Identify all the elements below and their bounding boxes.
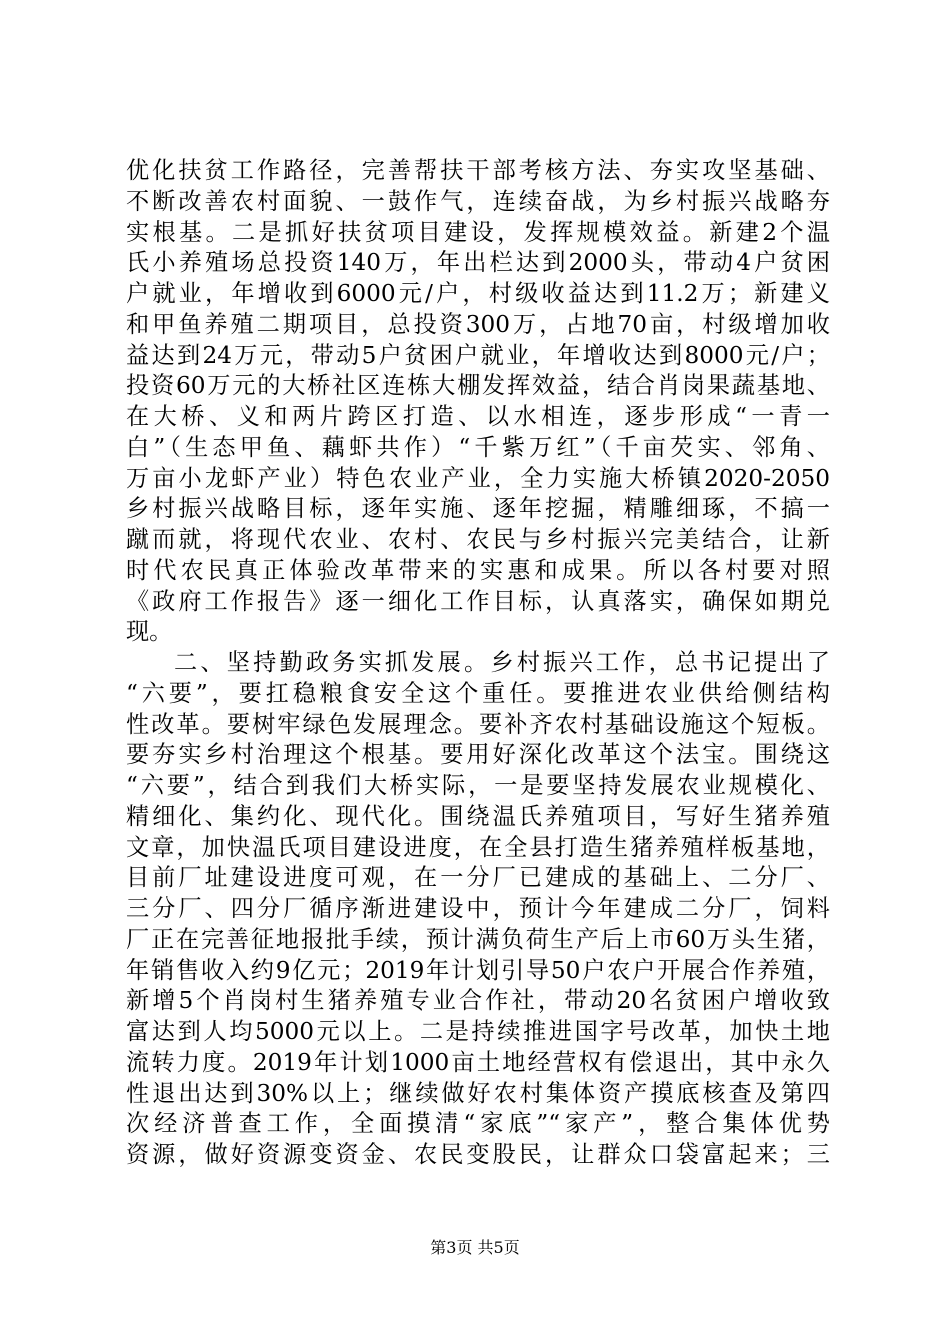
text-line: 氏小养殖场总投资140万，年出栏达到2000头，带动4户贫困 [126,249,830,277]
text-line: 在大桥、义和两片跨区打造、以水相连，逐步形成“一青一 [126,403,830,430]
text-line: 性改革。要树牢绿色发展理念。要补齐农村基础设施这个短板。 [126,710,830,738]
text-line: 三分厂、四分厂循序渐进建设中，预计今年建成二分厂，饲料 [126,895,830,922]
text-line: 万亩小龙虾产业）特色农业产业，全力实施大桥镇2020-2050 [126,464,830,492]
text-line: 二、坚持勤政务实抓发展。乡村振兴工作，总书记提出了 [174,649,830,676]
text-line: 和甲鱼养殖二期项目，总投资300万，占地70亩，村级增加收 [126,310,830,338]
page-number-footer: 第3页 共5页 [430,1238,520,1257]
text-line: 精细化、集约化、现代化。围绕温氏养殖项目，写好生猪养殖 [126,802,830,830]
paragraph-1 [126,156,830,648]
text-line: 不断改善农村面貌、一鼓作气，连续奋战，为乡村振兴战略夯 [126,187,830,215]
text-line: 流转力度。2019年计划1000亩土地经营权有偿退出，其中永久 [126,1048,830,1076]
text-line: 资源，做好资源变资金、农民变股民，让群众口袋富起来；三 [126,1141,830,1168]
text-line: 白”（生态甲鱼、藕虾共作）“千紫万红”（千亩芡实、邻角、 [126,433,830,461]
text-line: 益达到24万元，带动5户贫困户就业，年增收达到8000元/户； [126,341,830,369]
text-line: 优化扶贫工作路径，完善帮扶干部考核方法、夯实攻坚基础、 [126,157,830,184]
text-line: 厂正在完善征地报批手续，预计满负荷生产后上市60万头生猪， [126,925,830,953]
text-line: 性退出达到30%以上；继续做好农村集体资产摸底核查及第四 [126,1079,830,1107]
text-line: 目前厂址建设进度可观，在一分厂已建成的基础上、二分厂、 [126,864,830,892]
text-line: 时代农民真正体验改革带来的实惠和成果。所以各村要对照 [126,556,830,584]
text-line: 投资60万元的大桥社区连栋大棚发挥效益，结合肖岗果蔬基地、 [126,372,830,400]
text-line: 文章，加快温氏项目建设进度，在全县打造生猪养殖样板基地， [126,833,830,861]
paragraph-2 [126,648,830,1171]
text-line: 现。 [126,618,173,646]
document-body [126,156,830,1171]
text-line: “六要”，要扛稳粮食安全这个重任。要推进农业供给侧结构 [126,679,830,707]
text-line: 年销售收入约9亿元；2019年计划引导50户农户开展合作养殖， [126,956,830,984]
text-line: 户就业，年增收到6000元/户，村级收益达到11.2万；新建义 [126,280,830,307]
text-line: 新增5个肖岗村生猪养殖专业合作社，带动20名贫困户增收致 [126,987,830,1015]
text-line: 乡村振兴战略目标，逐年实施、逐年挖掘，精雕细琢，不搞一 [126,495,830,523]
text-line: 次经济普查工作，全面摸清“家底”“家产”，整合集体优势 [126,1110,830,1138]
text-line: 要夯实乡村治理这个根基。要用好深化改革这个法宝。围绕这 [126,741,830,769]
text-line: 蹴而就，将现代农业、农村、农民与乡村振兴完美结合，让新 [126,526,830,553]
text-line: “六要”，结合到我们大桥实际，一是要坚持发展农业规模化、 [126,772,830,799]
text-line: 《政府工作报告》逐一细化工作目标，认真落实，确保如期兑 [126,587,830,615]
text-line: 实根基。二是抓好扶贫项目建设，发挥规模效益。新建2个温 [126,218,830,246]
text-line: 富达到人均5000元以上。二是持续推进国字号改革，加快土地 [126,1018,830,1045]
